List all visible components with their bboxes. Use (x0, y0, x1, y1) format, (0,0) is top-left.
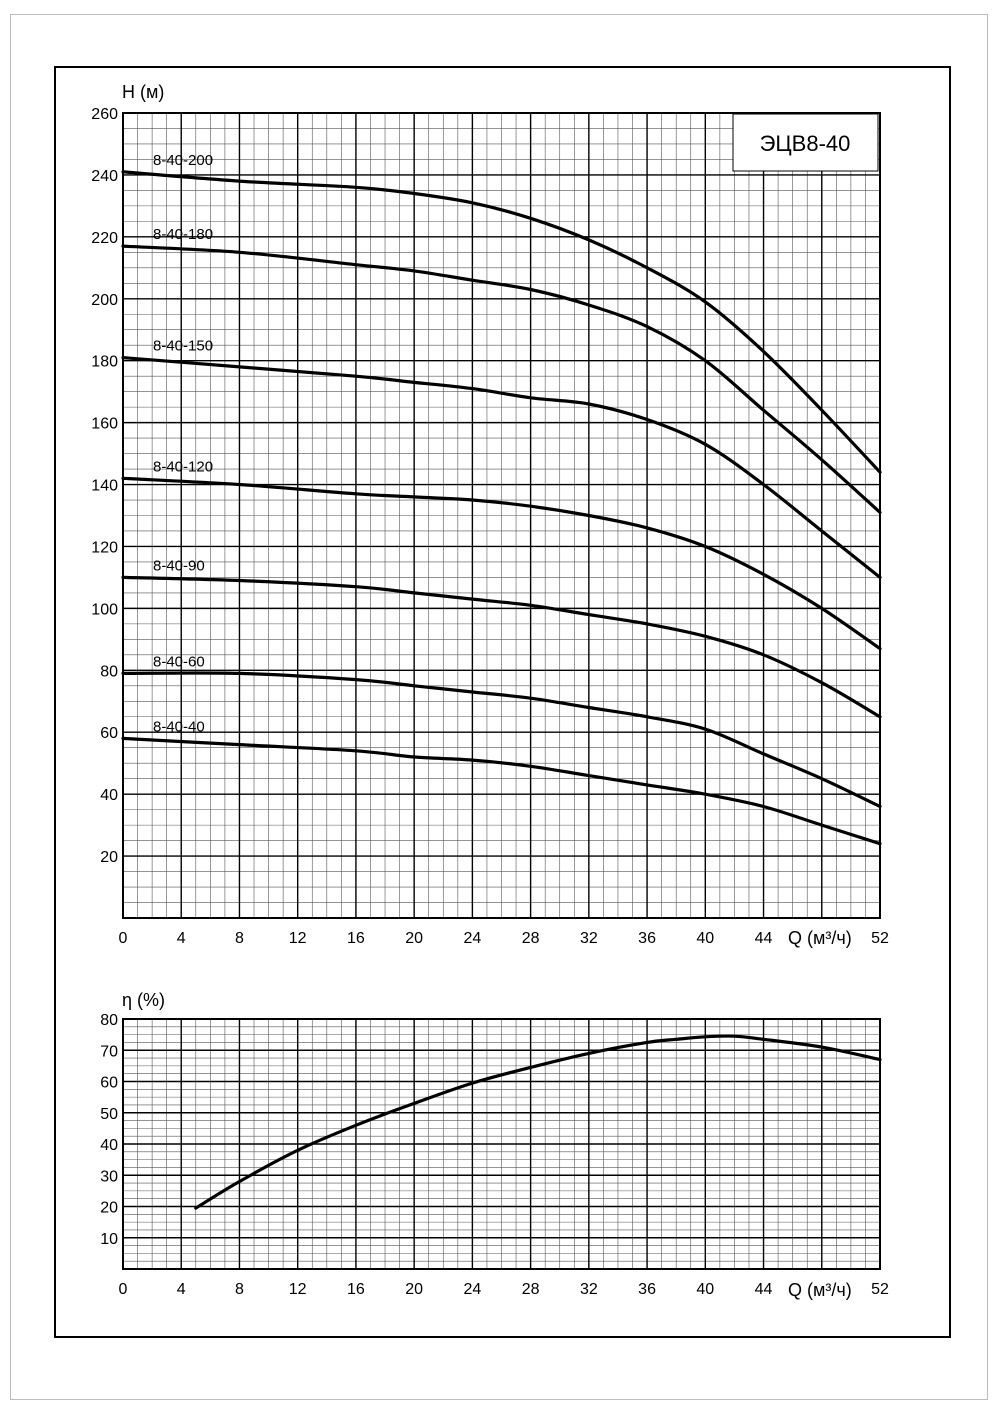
x-tick-label: 32 (579, 930, 598, 947)
x-tick-label: 20 (405, 1281, 424, 1298)
x-tick-label: 36 (638, 930, 656, 947)
series-label: 8-40-60 (153, 653, 205, 671)
efficiency-y-axis-title: η (%) (122, 990, 166, 1010)
x-tick-label: 0 (118, 930, 128, 947)
efficiency-chart-tick-labels (100, 1012, 889, 1298)
x-tick-label: 32 (579, 1281, 598, 1298)
y-tick-label: 120 (91, 539, 118, 557)
x-tick-label: 24 (463, 930, 482, 947)
series-label: 8-40-40 (153, 718, 205, 736)
efficiency-x-axis-title: Q (м³/ч) (788, 1280, 852, 1300)
y-tick-label: 20 (100, 849, 118, 867)
x-tick-label: 0 (118, 1281, 128, 1298)
x-tick-label: 12 (288, 1281, 307, 1298)
series-label: 8-40-180 (153, 226, 214, 244)
y-tick-label: 80 (100, 663, 118, 681)
y-tick-label: 40 (100, 1137, 118, 1154)
y-tick-label: 240 (91, 167, 118, 185)
y-tick-label: 200 (91, 291, 118, 309)
x-tick-label: 16 (347, 1281, 365, 1298)
y-tick-label: 10 (100, 1230, 118, 1248)
y-tick-label: 260 (91, 106, 118, 123)
x-tick-label: 28 (521, 930, 540, 947)
y-tick-label: 160 (91, 415, 118, 433)
y-tick-label: 40 (100, 787, 118, 805)
y-tick-label: 220 (91, 229, 118, 247)
x-tick-label: 40 (696, 930, 715, 947)
y-tick-label: 60 (100, 725, 118, 743)
series-label: 8-40-150 (153, 337, 214, 355)
y-tick-label: 80 (100, 1012, 118, 1029)
x-tick-label: 20 (405, 930, 424, 947)
series-label: 8-40-120 (153, 458, 214, 476)
y-tick-label: 50 (100, 1105, 118, 1123)
x-tick-label: 4 (176, 1281, 186, 1298)
y-tick-label: 20 (100, 1199, 118, 1217)
y-tick-label: 70 (100, 1043, 118, 1061)
y-tick-label: 180 (91, 353, 118, 371)
series-line (196, 1036, 880, 1208)
head-chart-minor-grid (123, 113, 880, 918)
series-label: 8-40-200 (153, 151, 214, 169)
y-tick-label: 30 (100, 1168, 118, 1186)
x-tick-label: 16 (347, 930, 365, 947)
series-label: 8-40-90 (153, 557, 205, 575)
x-tick-label: 44 (754, 1281, 773, 1298)
x-tick-label: 44 (754, 930, 773, 947)
x-tick-label: 28 (521, 1281, 540, 1298)
y-tick-label: 140 (91, 477, 118, 495)
x-tick-label: 52 (871, 930, 889, 947)
y-tick-label: 60 (100, 1074, 118, 1092)
efficiency-chart-series (196, 1036, 880, 1208)
x-tick-label: 36 (638, 1281, 656, 1298)
x-tick-label: 8 (235, 930, 244, 947)
head-y-axis-title: H (м) (122, 82, 165, 102)
head-x-axis-title: Q (м³/ч) (788, 928, 852, 948)
model-title: ЭЦВ8-40 (759, 131, 851, 156)
x-tick-label: 4 (176, 930, 186, 947)
x-tick-label: 52 (871, 1281, 889, 1298)
x-tick-label: 40 (696, 1281, 715, 1298)
x-tick-label: 24 (463, 1281, 482, 1298)
x-tick-label: 12 (288, 930, 307, 947)
x-tick-label: 8 (235, 1281, 244, 1298)
y-tick-label: 100 (91, 601, 118, 619)
